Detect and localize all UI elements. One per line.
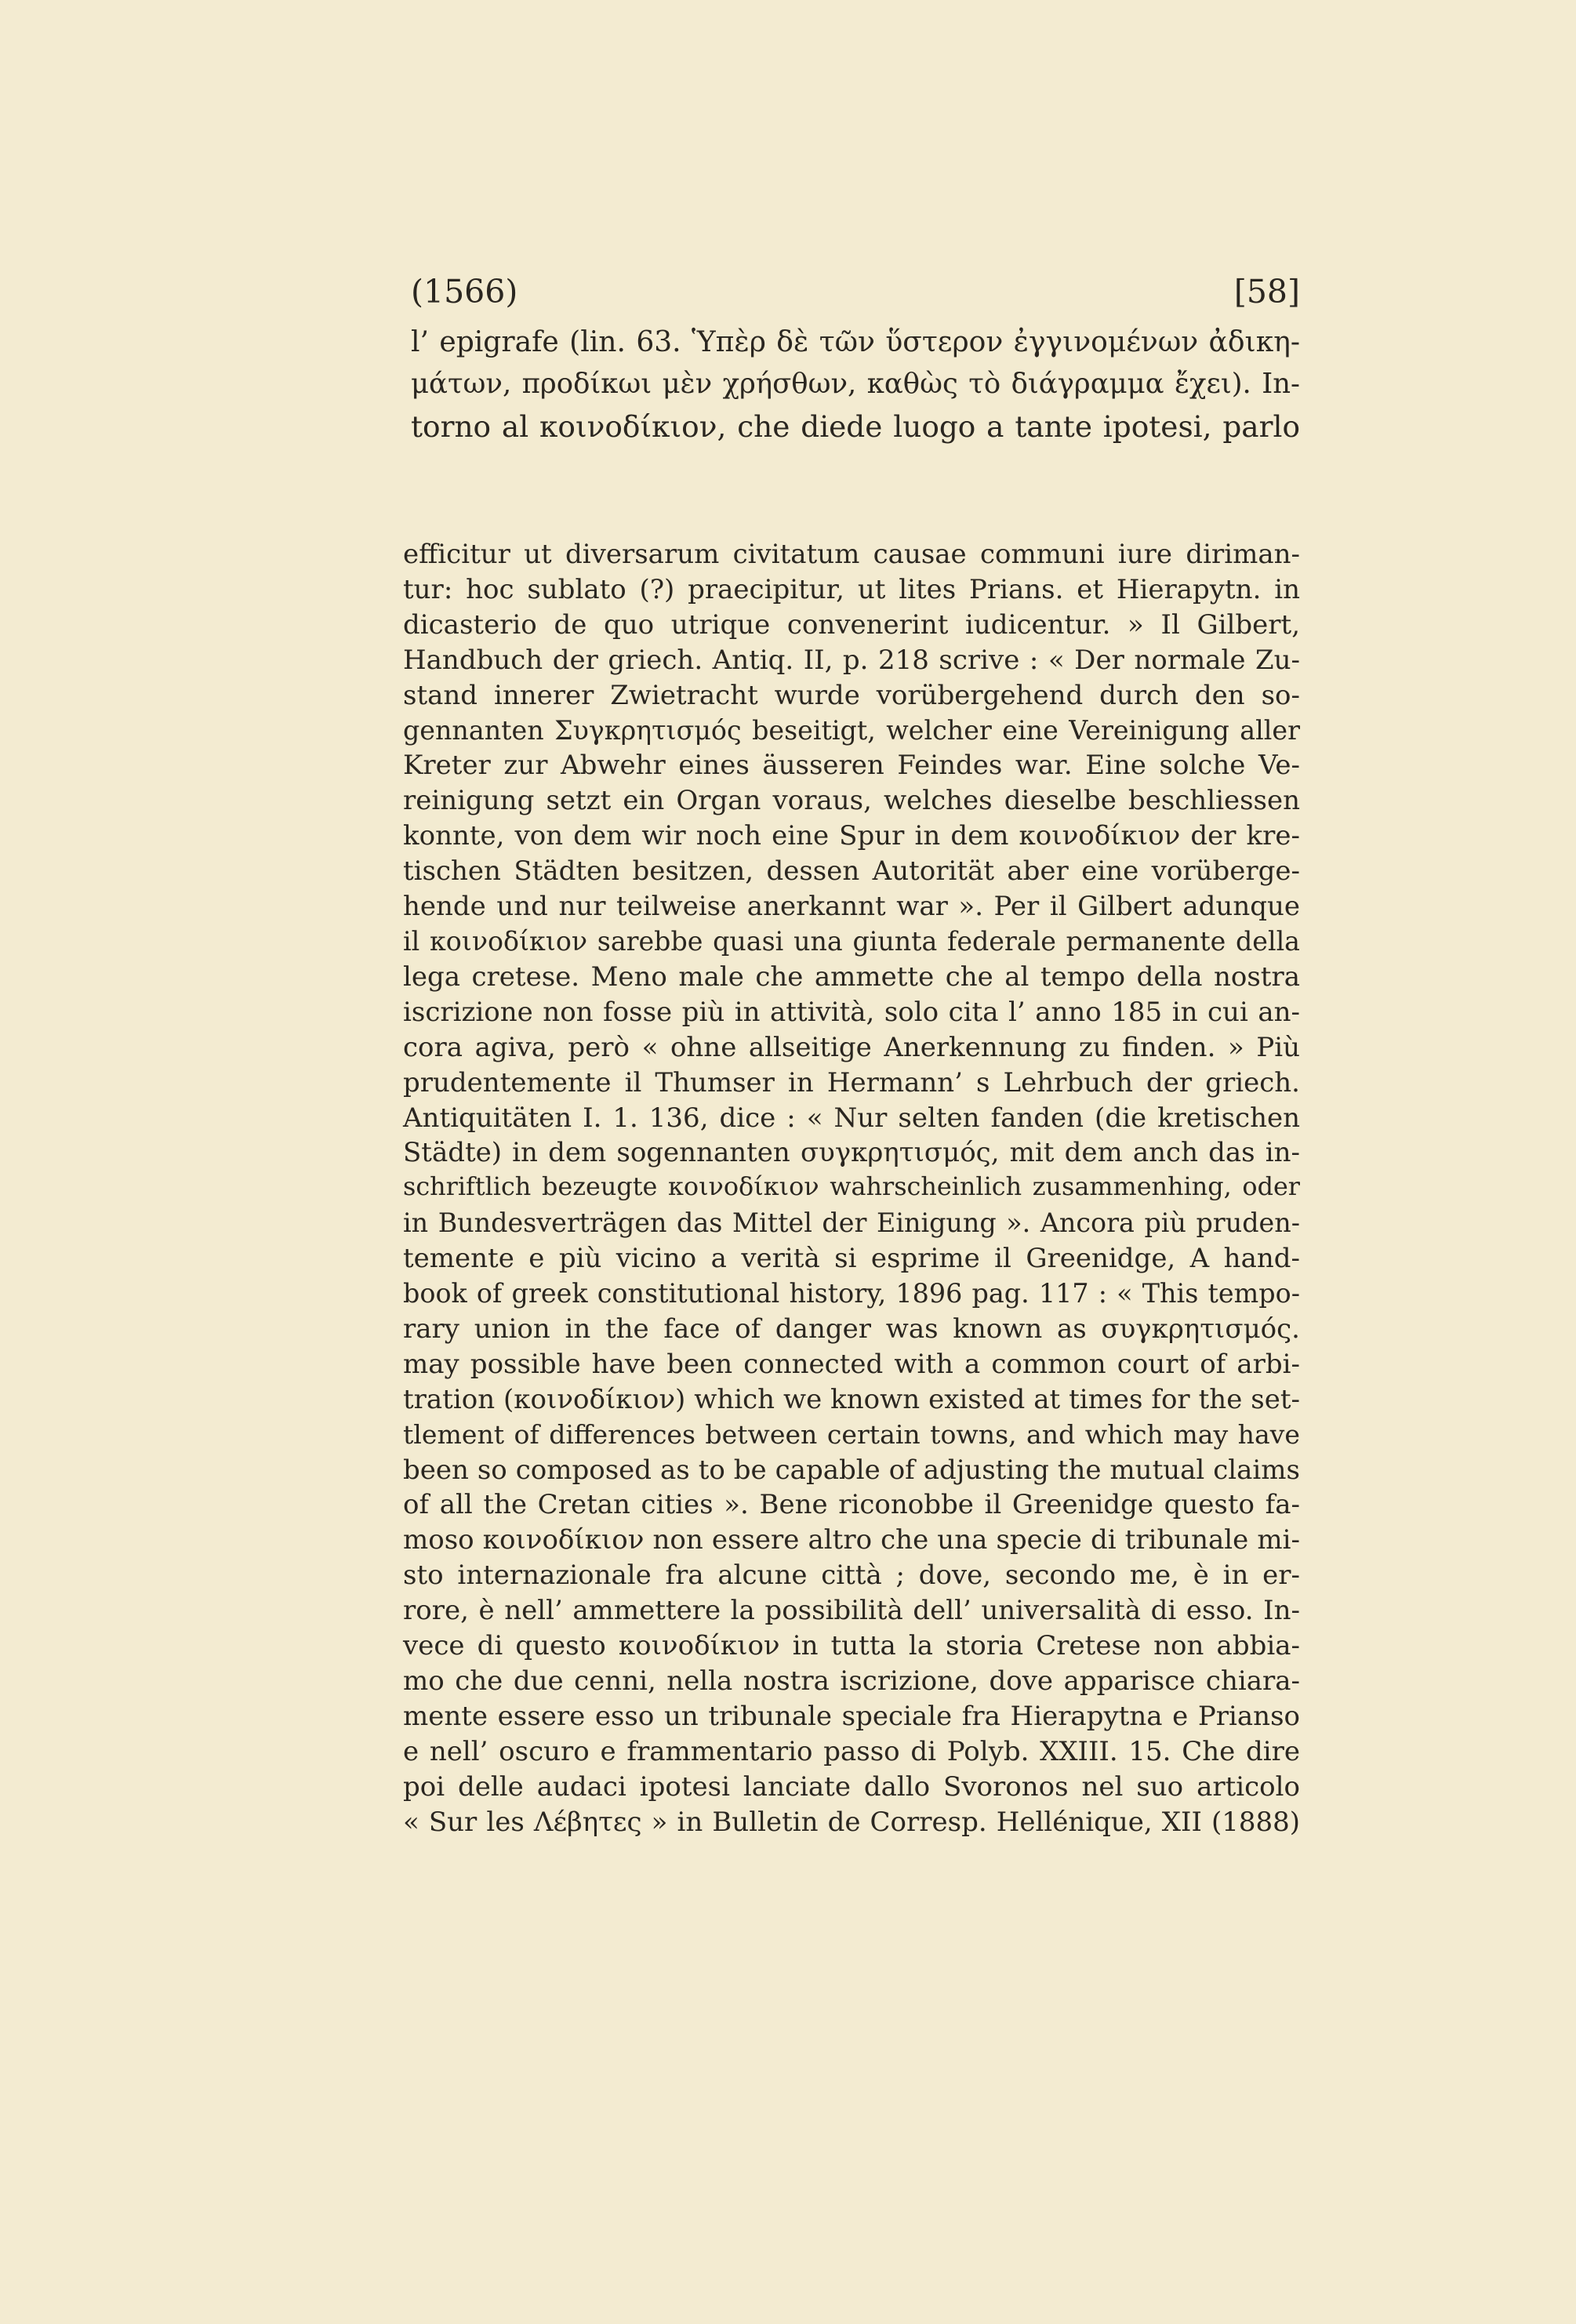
- text-line: moso κοινοδίκιον non essere altro che una specie di tribunale mi-: [403, 1524, 1300, 1556]
- text-line: schriftlich bezeugte κοινοδίκιον wahrscheinlich zusammenhing, oder: [403, 1171, 1300, 1202]
- text-line: rore, è nell’ ammettere la possibilità dell’ universalità di esso. In-: [403, 1595, 1300, 1627]
- top-paragraph: [411, 325, 1300, 455]
- text-line: sto internazionale fra alcune città ; dove, secondo me, è in er-: [403, 1560, 1300, 1592]
- text-line: poi delle audaci ipotesi lanciate dallo Svoronos nel suo articolo: [403, 1770, 1300, 1803]
- text-line: dicasterio de quo utrique convenerint iudicentur. » Il Gilbert,: [403, 608, 1300, 641]
- text-line: hende und nur teilweise anerkannt war ». Per il Gilbert adunque: [403, 891, 1300, 923]
- text-line: l’ epigrafe (lin. 63. Ὑπὲρ δὲ τῶν ὕστερον ἐγγινομένων ἀδικη-: [411, 325, 1300, 358]
- text-line: Handbuch der griech. Antiq. II, p. 218 scrive : « Der normale Zu-: [403, 644, 1300, 676]
- text-line: book of greek constitutional history, 1896 pag. 117 : « This tempo-: [403, 1278, 1300, 1309]
- text-line: konnte, von dem wir noch eine Spur in dem κοινοδίκιον der kre-: [403, 820, 1300, 852]
- text-line: rary union in the face of danger was known as συγκρητισμός.: [403, 1313, 1300, 1345]
- text-line: stand innerer Zwietracht wurde vorübergehend durch den so-: [403, 679, 1300, 711]
- text-line: tur: hoc sublato (?) praecipitur, ut lites Prians. et Hierapytn. in: [403, 573, 1300, 605]
- text-line: may possible have been connected with a common court of arbi-: [403, 1348, 1300, 1380]
- text-line: tration (κοινοδίκιον) which we known existed at times for the set-: [403, 1383, 1300, 1415]
- text-line: vece di questo κοινοδίκιον in tutta la storia Cretese non abbia-: [403, 1630, 1300, 1662]
- footnote-block: [403, 541, 1300, 1844]
- text-line: cora agiva, però « ohne allseitige Anerkennung zu finden. » Più: [403, 1031, 1300, 1063]
- text-line: in Bundesverträgen das Mittel der Einigung ». Ancora più pruden-: [403, 1207, 1300, 1239]
- text-line: il κοινοδίκιον sarebbe quasi una giunta federale permanente della: [403, 925, 1300, 957]
- text-line: iscrizione non fosse più in attività, solo cita l’ anno 185 in cui an-: [403, 996, 1300, 1028]
- page-code: (1566): [411, 273, 518, 310]
- text-line: μάτων, προδίκωι μὲν χρήσθων, καθὼς τὸ διάγραμμα ἔχει). In-: [411, 368, 1300, 400]
- text-line: been so composed as to be capable of adjusting the mutual claims: [403, 1454, 1300, 1486]
- text-line: « Sur les Λέβητες » in Bulletin de Corresp. Hellénique, XII (1888): [403, 1806, 1300, 1838]
- text-line: Antiquitäten I. 1. 136, dice : « Nur selten fanden (die kretischen: [403, 1102, 1300, 1134]
- text-line: gennanten Συγκρητισμός beseitigt, welcher eine Vereinigung aller: [403, 714, 1300, 746]
- text-line: Kreter zur Abwehr eines äusseren Feindes war. Eine solche Ve-: [403, 750, 1300, 782]
- page-number: [58]: [1233, 273, 1300, 310]
- text-line: temente e più vicino a verità si esprime il Greenidge, A hand-: [403, 1243, 1300, 1275]
- text-line: of all the Cretan cities ». Bene riconobbe il Greenidge questo fa-: [403, 1489, 1300, 1521]
- text-line: Städte) in dem sogennanten συγκρητισμός, mit dem anch das in-: [403, 1137, 1300, 1169]
- text-line: tischen Städten besitzen, dessen Autorität aber eine vorüberge-: [403, 855, 1300, 888]
- text-line: torno al κοινοδίκιον, che diede luogo a tante ipotesi, parlo: [411, 409, 1300, 444]
- text-line: reinigung setzt ein Organ voraus, welches dieselbe beschliessen: [403, 785, 1300, 817]
- text-line: mente essere esso un tribunale speciale fra Hierapytna e Prianso: [403, 1700, 1300, 1732]
- text-line: mo che due cenni, nella nostra iscrizione, dove apparisce chiara-: [403, 1665, 1300, 1697]
- text-line: lega cretese. Meno male che ammette che al tempo della nostra: [403, 960, 1300, 993]
- text-line: e nell’ oscuro e frammentario passo di Polyb. XXIII. 15. Che dire: [403, 1735, 1300, 1767]
- text-line: efficitur ut diversarum civitatum causae communi iure diriman-: [403, 539, 1300, 570]
- text-line: prudentemente il Thumser in Hermann’ s Lehrbuch der griech.: [403, 1066, 1300, 1098]
- text-line: tlement of differences between certain towns, and which may have: [403, 1418, 1300, 1450]
